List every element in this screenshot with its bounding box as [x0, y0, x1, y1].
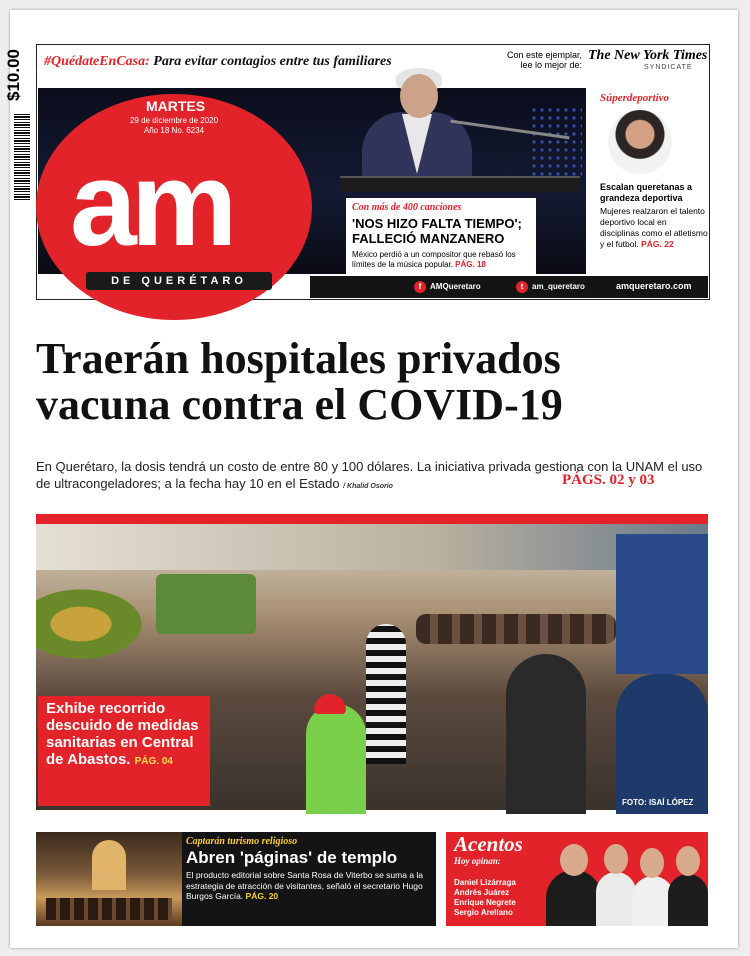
tagline-text: Para evitar contagios entre tus familiares	[153, 54, 392, 69]
photo-caption-page: PÁG. 04	[134, 756, 173, 767]
columnist-figure	[596, 872, 636, 926]
syndicate-note	[494, 50, 582, 70]
photo-credit: FOTO: ISAÍ LÓPEZ	[622, 798, 694, 807]
lead-pages[interactable]: PÁGS. 02 y 03	[562, 472, 655, 488]
shopper-backpack	[616, 674, 708, 814]
photo-caption[interactable]	[46, 700, 206, 770]
columnist-head	[640, 848, 664, 878]
lead-headline-line1: Traerán hospitales privados	[36, 334, 561, 383]
shopper-green-shirt	[306, 704, 366, 814]
top-story-headline-line1: 'NOS HIZO FALTA TIEMPO';	[352, 216, 522, 231]
lead-headline[interactable]	[36, 336, 716, 428]
twitter-link[interactable]	[516, 281, 585, 293]
facebook-handle: AMQueretaro	[430, 282, 481, 292]
masthead-day: MARTES	[146, 98, 206, 114]
acentos-name: Enrique Negrete	[454, 898, 516, 907]
masthead-date: 29 de diciembre de 2020	[129, 116, 219, 125]
acentos-subtitle: Hoy opinan:	[454, 856, 501, 866]
nyt-logo: The New York Times	[588, 48, 708, 63]
price-strip	[4, 40, 32, 110]
lead-byline: / Khalid Osorio	[343, 483, 393, 490]
newspaper-front-page	[4, 10, 738, 948]
photo-red-bar	[36, 514, 708, 524]
syndicate-note-line1: Con este ejemplar,	[506, 50, 582, 60]
top-story-text	[352, 250, 532, 270]
church-photo[interactable]	[36, 832, 182, 926]
tagline-hashtag[interactable]: #QuédateEnCasa:	[44, 54, 150, 69]
bottom-story-body: El producto editorial sobre Santa Rosa de Viterbo se suma a la estrategia de atracción de visitantes, señaló el secretario Hugo Burgos García.	[186, 870, 424, 901]
top-story-page[interactable]: PÁG. 18	[455, 260, 486, 269]
singer-head	[400, 74, 438, 118]
lead-headline-line2: vacuna contra el COVID-19	[36, 380, 563, 429]
website-link[interactable]: amqueretaro.com	[616, 281, 692, 291]
piano	[340, 176, 580, 192]
acentos-title: Acentos	[454, 832, 523, 856]
acentos-names	[454, 878, 516, 918]
bottom-story-kicker: Captarán turismo religioso	[186, 836, 298, 847]
columnist-figure	[546, 870, 602, 926]
sidebar-body: Mujeres realzaron el talento deportivo local en disciplinas como el atletismo y el futbol.	[600, 206, 708, 249]
acentos-name: Daniel Lizárraga	[454, 878, 516, 887]
tagline	[44, 54, 392, 70]
columnist-figure	[668, 874, 708, 926]
social-bar	[310, 276, 708, 298]
red-cap	[314, 694, 346, 714]
church-pews	[46, 898, 172, 920]
nyt-syndicate-label: SYNDICATE	[644, 64, 693, 71]
top-story-body: México perdió a un compositor que rebasó los límites de la música popular.	[352, 250, 516, 269]
columnist-head	[604, 844, 628, 874]
bottom-story-text	[186, 870, 432, 902]
blue-stall	[616, 534, 708, 674]
masthead-date-block	[126, 116, 222, 136]
bottom-story-page[interactable]: PÁG. 20	[245, 891, 279, 901]
photo-caption-text: Exhibe recorrido descuido de medidas sanitarias en Central de Abastos.	[46, 700, 199, 768]
shopper-dark	[506, 654, 586, 814]
twitter-handle: am_queretaro	[532, 282, 585, 292]
sidebar-text	[600, 206, 708, 250]
acentos-name: Andrés Juárez	[454, 888, 510, 897]
price-label: $10.00	[4, 49, 23, 101]
top-story-headline-line2: FALLECIÓ MANZANERO	[352, 231, 505, 246]
shopper-striped-shirt	[366, 624, 406, 764]
columnist-head	[560, 844, 588, 876]
sidebar-title: Súperdeportivo	[600, 92, 670, 104]
acentos-name: Sergio Arellano	[454, 908, 513, 917]
bottom-story-headline[interactable]: Abren 'páginas' de templo	[186, 848, 398, 867]
facebook-icon: f	[414, 281, 426, 293]
columnist-head	[676, 846, 700, 876]
syndicate-note-line2: lee lo mejor de:	[520, 60, 582, 70]
produce-display	[156, 574, 256, 634]
top-story-headline[interactable]	[352, 216, 534, 246]
stage-lights	[530, 106, 582, 176]
masthead-issue: Año 18 No. 6234	[143, 126, 205, 135]
sidebar-headline[interactable]: Escalan queretanas a grandeza deportiva	[600, 182, 693, 203]
barcode	[14, 112, 30, 200]
sidebar-photo[interactable]	[608, 110, 672, 174]
masthead-city: DE QUERÉTARO	[86, 272, 272, 290]
top-story-kicker: Con más de 400 canciones	[352, 202, 462, 213]
church-altar	[92, 840, 126, 890]
twitter-icon: t	[516, 281, 528, 293]
facebook-link[interactable]	[414, 281, 481, 293]
sidebar-page[interactable]: PÁG. 22	[641, 239, 674, 249]
am-logo-text: am	[70, 137, 232, 271]
lead-deck-text: En Querétaro, la dosis tendrá un costo de entre 80 y 100 dólares. La iniciativa privada gestiona con la UNAM el uso de ultracongeladores; a la fecha hay 10 en el Estado	[36, 459, 703, 491]
crowd	[416, 614, 616, 644]
